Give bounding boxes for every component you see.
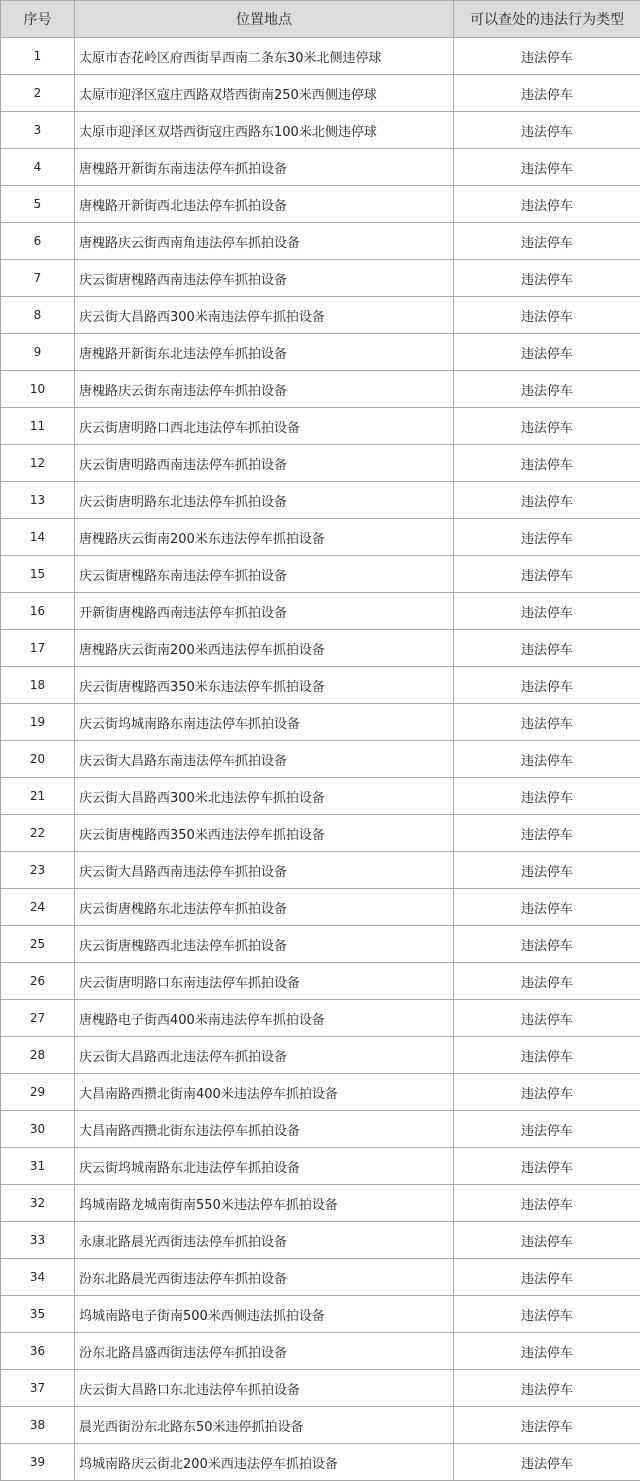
table-row [1,1444,640,1481]
table-row [1,297,640,334]
row-serial-number: 11 [1,408,75,445]
row-violation-type: 违法停车 [454,223,640,260]
row-serial-number: 14 [1,519,75,556]
table-row [1,1185,640,1222]
row-violation-type: 违法停车 [454,963,640,1000]
table-row [1,260,640,297]
table-row [1,1037,640,1074]
row-violation-type: 违法停车 [454,1259,640,1296]
row-violation-type: 违法停车 [454,704,640,741]
row-serial-number: 10 [1,371,75,408]
row-serial-number: 28 [1,1037,75,1074]
table-row [1,1259,640,1296]
row-serial-number: 9 [1,334,75,371]
row-location: 庆云街大昌路西南违法停车抓拍设备 [75,852,454,889]
row-violation-type: 违法停车 [454,1037,640,1074]
row-violation-type: 违法停车 [454,778,640,815]
row-location: 太原市迎泽区双塔西街寇庄西路东100米北侧违停球 [75,112,454,149]
row-violation-type: 违法停车 [454,815,640,852]
row-violation-type: 违法停车 [454,1185,640,1222]
row-violation-type: 违法停车 [454,482,640,519]
table-row [1,1148,640,1185]
row-serial-number: 8 [1,297,75,334]
row-location: 唐槐路庆云街南200米东违法停车抓拍设备 [75,519,454,556]
row-violation-type: 违法停车 [454,519,640,556]
table-row [1,334,640,371]
row-serial-number: 19 [1,704,75,741]
row-violation-type: 违法停车 [454,1407,640,1444]
table-row [1,778,640,815]
row-serial-number: 36 [1,1333,75,1370]
row-location: 庆云街唐槐路东北违法停车抓拍设备 [75,889,454,926]
row-violation-type: 违法停车 [454,260,640,297]
row-violation-type: 违法停车 [454,1444,640,1481]
row-location: 庆云街唐明路东北违法停车抓拍设备 [75,482,454,519]
row-location: 唐槐路庆云街东南违法停车抓拍设备 [75,371,454,408]
row-serial-number: 27 [1,1000,75,1037]
row-location: 庆云街唐槐路西南违法停车抓拍设备 [75,260,454,297]
row-location: 永康北路晨光西街违法停车抓拍设备 [75,1222,454,1259]
table-row [1,371,640,408]
row-violation-type: 违法停车 [454,334,640,371]
row-serial-number: 32 [1,1185,75,1222]
row-serial-number: 13 [1,482,75,519]
row-location: 坞城南路庆云街北200米西违法停车抓拍设备 [75,1444,454,1481]
table-row [1,1222,640,1259]
table-row [1,482,640,519]
row-serial-number: 29 [1,1074,75,1111]
row-serial-number: 26 [1,963,75,1000]
row-violation-type: 违法停车 [454,1370,640,1407]
row-serial-number: 15 [1,556,75,593]
row-location: 太原市杏花岭区府西街旱西南二条东30米北侧违停球 [75,38,454,75]
row-location: 大昌南路西攒北街南400米违法停车抓拍设备 [75,1074,454,1111]
table-body [1,38,640,1481]
row-location: 唐槐路庆云街南200米西违法停车抓拍设备 [75,630,454,667]
row-location: 庆云街唐槐路西350米西违法停车抓拍设备 [75,815,454,852]
row-location: 唐槐路庆云街西南角违法停车抓拍设备 [75,223,454,260]
row-violation-type: 违法停车 [454,741,640,778]
row-violation-type: 违法停车 [454,1000,640,1037]
row-violation-type: 违法停车 [454,186,640,223]
row-serial-number: 25 [1,926,75,963]
table-row [1,1000,640,1037]
row-violation-type: 违法停车 [454,630,640,667]
row-location: 汾东北路晨光西街违法停车抓拍设备 [75,1259,454,1296]
table-row [1,1370,640,1407]
row-location: 庆云街大昌路东南违法停车抓拍设备 [75,741,454,778]
row-location: 汾东北路昌盛西街违法停车抓拍设备 [75,1333,454,1370]
row-location: 唐槐路开新街东南违法停车抓拍设备 [75,149,454,186]
row-location: 唐槐路开新街东北违法停车抓拍设备 [75,334,454,371]
row-serial-number: 5 [1,186,75,223]
row-violation-type: 违法停车 [454,1296,640,1333]
row-violation-type: 违法停车 [454,852,640,889]
row-violation-type: 违法停车 [454,297,640,334]
row-serial-number: 37 [1,1370,75,1407]
table-row [1,38,640,75]
row-serial-number: 39 [1,1444,75,1481]
row-serial-number: 30 [1,1111,75,1148]
row-violation-type: 违法停车 [454,38,640,75]
row-serial-number: 21 [1,778,75,815]
row-serial-number: 3 [1,112,75,149]
table-row [1,1407,640,1444]
row-serial-number: 6 [1,223,75,260]
row-location: 唐槐路电子街西400米南违法停车抓拍设备 [75,1000,454,1037]
row-serial-number: 35 [1,1296,75,1333]
table-row [1,1296,640,1333]
row-location: 庆云街唐槐路西北违法停车抓拍设备 [75,926,454,963]
table-row [1,1111,640,1148]
row-location: 晨光西街汾东北路东50米违停抓拍设备 [75,1407,454,1444]
row-violation-type: 违法停车 [454,149,640,186]
row-violation-type: 违法停车 [454,1111,640,1148]
row-serial-number: 1 [1,38,75,75]
table-row [1,1333,640,1370]
row-location: 大昌南路西攒北街东违法停车抓拍设备 [75,1111,454,1148]
row-serial-number: 23 [1,852,75,889]
table-row [1,704,640,741]
row-violation-type: 违法停车 [454,593,640,630]
row-location: 庆云街大昌路西300米南违法停车抓拍设备 [75,297,454,334]
row-serial-number: 16 [1,593,75,630]
header-serial-number: 序号 [1,1,75,38]
row-serial-number: 12 [1,445,75,482]
row-location: 坞城南路电子街南500米西侧违法抓拍设备 [75,1296,454,1333]
table-row [1,1074,640,1111]
row-serial-number: 24 [1,889,75,926]
row-violation-type: 违法停车 [454,667,640,704]
row-location: 唐槐路开新街西北违法停车抓拍设备 [75,186,454,223]
table-row [1,556,640,593]
row-serial-number: 31 [1,1148,75,1185]
row-violation-type: 违法停车 [454,889,640,926]
header-violation-type: 可以查处的违法行为类型 [454,1,640,38]
table-row [1,408,640,445]
row-location: 庆云街唐明路口东南违法停车抓拍设备 [75,963,454,1000]
row-location: 开新街唐槐路西南违法停车抓拍设备 [75,593,454,630]
header-location: 位置地点 [75,1,454,38]
table-row [1,593,640,630]
row-location: 庆云街大昌路口东北违法停车抓拍设备 [75,1370,454,1407]
row-violation-type: 违法停车 [454,1333,640,1370]
row-location: 庆云街坞城南路东北违法停车抓拍设备 [75,1148,454,1185]
table-row [1,889,640,926]
table-row [1,815,640,852]
table-row [1,852,640,889]
table-row [1,445,640,482]
table-row [1,223,640,260]
row-location: 庆云街大昌路西北违法停车抓拍设备 [75,1037,454,1074]
table-header-row [1,1,640,38]
row-violation-type: 违法停车 [454,75,640,112]
row-violation-type: 违法停车 [454,1222,640,1259]
row-violation-type: 违法停车 [454,445,640,482]
table-row [1,926,640,963]
row-serial-number: 17 [1,630,75,667]
table-row [1,112,640,149]
row-violation-type: 违法停车 [454,556,640,593]
row-violation-type: 违法停车 [454,926,640,963]
table-row [1,741,640,778]
row-serial-number: 7 [1,260,75,297]
row-violation-type: 违法停车 [454,408,640,445]
row-location: 庆云街唐明路口西北违法停车抓拍设备 [75,408,454,445]
row-violation-type: 违法停车 [454,1148,640,1185]
row-serial-number: 18 [1,667,75,704]
row-serial-number: 2 [1,75,75,112]
row-violation-type: 违法停车 [454,371,640,408]
table-row [1,75,640,112]
table-row [1,519,640,556]
row-location: 庆云街唐槐路西350米东违法停车抓拍设备 [75,667,454,704]
row-violation-type: 违法停车 [454,112,640,149]
row-location: 庆云街唐明路西南违法停车抓拍设备 [75,445,454,482]
row-location: 太原市迎泽区寇庄西路双塔西街南250米西侧违停球 [75,75,454,112]
table-row [1,963,640,1000]
table-row [1,186,640,223]
row-location: 庆云街唐槐路东南违法停车抓拍设备 [75,556,454,593]
table-row [1,667,640,704]
row-serial-number: 34 [1,1259,75,1296]
table-row [1,149,640,186]
row-serial-number: 38 [1,1407,75,1444]
row-serial-number: 22 [1,815,75,852]
row-location: 坞城南路龙城南街南550米违法停车抓拍设备 [75,1185,454,1222]
table-row [1,630,640,667]
row-violation-type: 违法停车 [454,1074,640,1111]
row-location: 庆云街坞城南路东南违法停车抓拍设备 [75,704,454,741]
row-serial-number: 20 [1,741,75,778]
row-serial-number: 4 [1,149,75,186]
row-serial-number: 33 [1,1222,75,1259]
row-location: 庆云街大昌路西300米北违法停车抓拍设备 [75,778,454,815]
